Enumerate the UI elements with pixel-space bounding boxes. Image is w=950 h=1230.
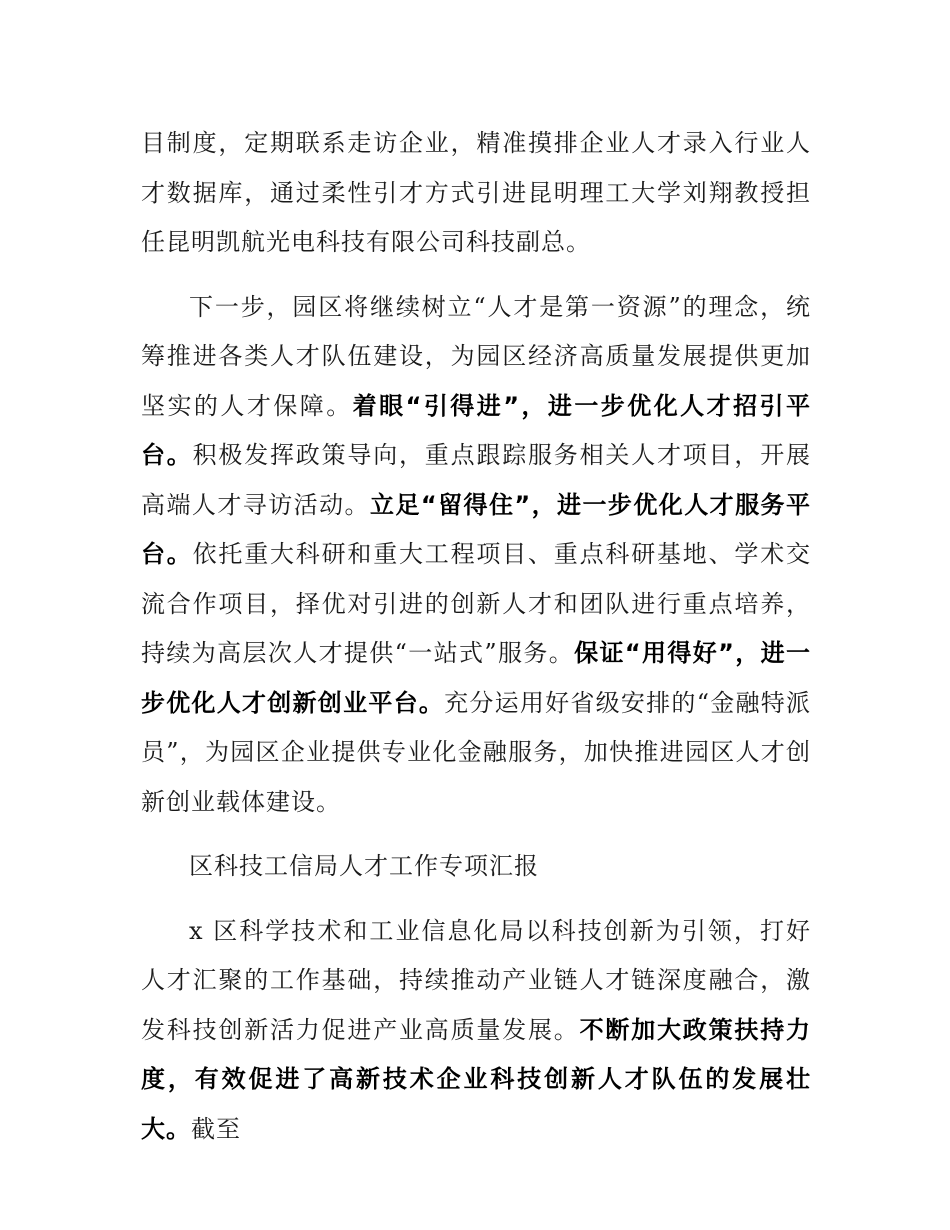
bold-heading-retain-talent: 立足“留得住”，进一步优化人才服务平台。 — [141, 490, 812, 568]
paragraph-text: 目制度，定期联系走访企业，精准摸排企业人才录入行业人才数据库，通过柔性引才方式引进昆明理工大学刘翔教授担任昆明凯航光电科技有限公司科技副总。 — [141, 129, 811, 256]
section-title-text: 区科技工信局人才工作专项汇报 — [189, 852, 539, 880]
paragraph-continuation — [141, 119, 811, 268]
bold-heading-use-talent: 保证“用得好”，进一步优化人才创新创业平台。 — [141, 639, 812, 717]
paragraph-text: 依托重大科研和重大工程项目、重点科研基地、学术交流合作项目，择优对引进的创新人才和团队进行重点培养，持续为高层次人才提供“一站式”服务。 — [141, 540, 812, 667]
paragraph-text: 截至 — [191, 1114, 241, 1143]
paragraph-bureau-intro — [141, 907, 811, 1155]
paragraph-text: 积极发挥政策导向，重点跟踪服务相关人才项目，开展高端人才寻访活动。 — [141, 441, 812, 519]
paragraph-text: 下一步，园区将继续树立“人才是第一资源”的理念，统筹推进各类人才队伍建设，为园区经济高质量发展提供更加坚实的人才保障。 — [141, 292, 811, 420]
document-body — [141, 119, 811, 1169]
bold-heading-policy-support: 不断加大政策扶持力度，有效促进了高新技术企业科技创新人才队伍的发展壮大。 — [141, 1015, 812, 1143]
paragraph-next-steps — [141, 283, 811, 828]
paragraph-text: x 区科学技术和工业信息化局以科技创新为引领，打好人才汇聚的工作基础，持续推动产业链人才链深度融合，激发科技创新活力促进产业高质量发展。 — [141, 916, 811, 1044]
section-title — [141, 842, 811, 892]
paragraph-text: 充分运用好省级安排的“金融特派员”，为园区企业提供专业化金融服务，加快推进园区人才创新创业载体建设。 — [141, 688, 811, 816]
bold-heading-attract-talent: 着眼“引得进”，进一步优化人才招引平台。 — [141, 391, 812, 469]
